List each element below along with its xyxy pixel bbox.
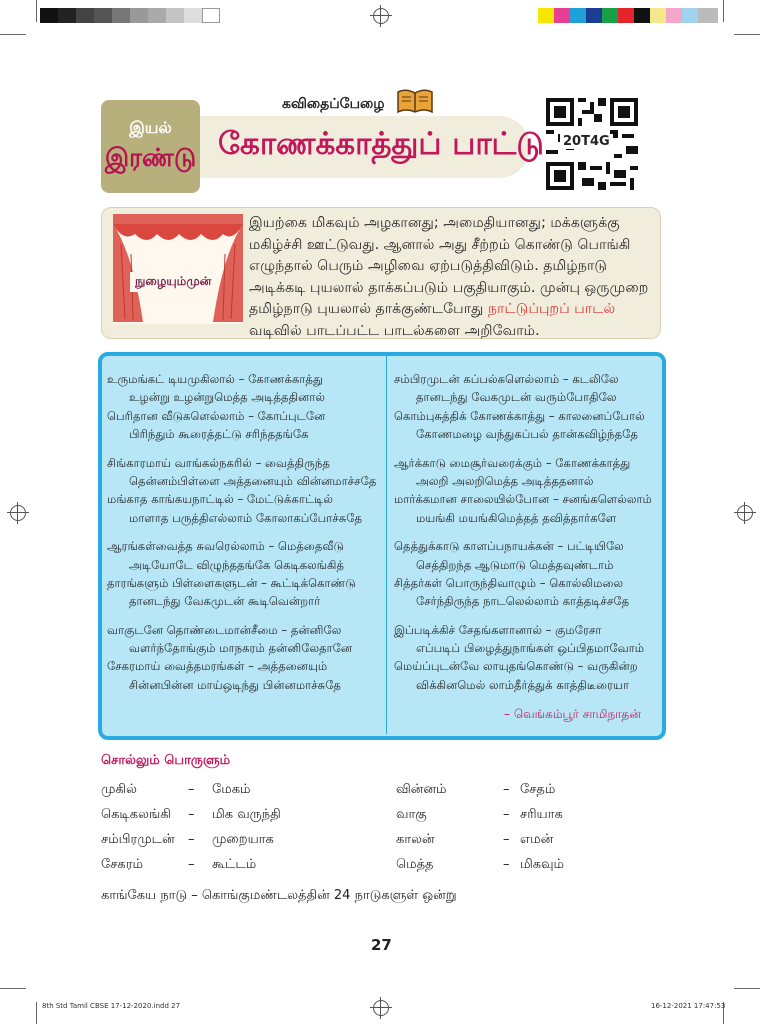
glossary-word: வின்னம் bbox=[396, 782, 447, 797]
glossary-meaning: முறையாக bbox=[212, 832, 274, 847]
grey-color-bar bbox=[40, 8, 220, 23]
glossary-meaning: மிக வருந்தி bbox=[212, 807, 281, 822]
poem-line: ஆர்க்காடு மைசூர்வரைக்கும் – கோணக்காத்து bbox=[394, 455, 631, 470]
poem-line: மாளாத பருத்திஎல்லாம் கோலாகப்போச்சுதே bbox=[129, 510, 363, 525]
poem-line: மயங்கி மயங்கிமெத்தத் தவித்தார்களே bbox=[416, 510, 617, 525]
crop-mark bbox=[0, 988, 26, 989]
glossary-dash: – bbox=[503, 782, 510, 797]
glossary-word: காலன் bbox=[396, 832, 435, 847]
poem-line: அடியோடே விழுந்ததங்கே கெடிகலங்கித் bbox=[129, 557, 345, 572]
poem-stanza bbox=[107, 621, 376, 695]
poem-stanza bbox=[394, 621, 652, 695]
poem-line: செத்திறந்த ஆடுமாடு மெத்தவுண்டாம் bbox=[416, 557, 614, 572]
unit-label-top: இயல் bbox=[129, 117, 172, 137]
glossary-word: சேகரம் bbox=[101, 857, 143, 872]
poem-stanza bbox=[107, 370, 376, 444]
glossary-word: சம்பிரமுடன் bbox=[101, 832, 175, 847]
poem-stanza bbox=[107, 537, 376, 611]
poem-left-column bbox=[107, 370, 376, 704]
poem-line: மங்காத காங்கயநாட்டில் – மேட்டுக்காட்டில் bbox=[107, 492, 334, 507]
glossary-word: மெத்த bbox=[396, 857, 434, 872]
poem-stanza bbox=[107, 454, 376, 528]
poem-right-column bbox=[394, 370, 652, 704]
glossary-meaning: கூட்டம் bbox=[212, 857, 257, 872]
glossary-word: முகில் bbox=[101, 782, 137, 797]
poem-line: தாரங்களும் பிள்ளைகளுடன் – கூட்டிக்கொண்டு bbox=[107, 575, 356, 590]
poem-line: மெய்ப்புடன்வே லாயுதங்கொண்டு – வருகின்ற bbox=[394, 659, 638, 674]
crop-mark bbox=[36, 0, 37, 22]
poem-stanza bbox=[394, 370, 652, 444]
unit-label-bottom: இரண்டு bbox=[104, 142, 197, 172]
poem-line: இப்படிக்கிச் சேதங்களானால் – குமரேசா bbox=[394, 622, 602, 637]
poem-line: சின்னபின்ன மாய்ஒடிந்து பின்னமாச்சுதே bbox=[129, 677, 341, 692]
glossary-word: வாகு bbox=[396, 807, 427, 822]
glossary-meaning: சரியாக bbox=[520, 807, 563, 822]
page-number: 27 bbox=[371, 936, 392, 954]
registration-mark-top bbox=[373, 8, 389, 24]
qr-code-label: 20T4G bbox=[560, 134, 613, 149]
stage-curtain-icon bbox=[113, 214, 243, 324]
poem-line: எப்படிப் பிழைத்துநாங்கள் ஒப்பிதமாவோம் bbox=[416, 641, 645, 656]
glossary-dash: – bbox=[188, 782, 195, 797]
poem-stanza bbox=[394, 454, 652, 528]
glossary-meaning: சேதம் bbox=[520, 782, 556, 797]
poem-line: தானடந்து வேகமுடன் கூடிவென்றார் bbox=[129, 594, 321, 609]
intro-text: இயற்கை மிகவும் அழகானது; அமைதியானது; மக்களுக்கு மகிழ்ச்சி ஊட்டுவது. ஆனால் அது சீற்றம் கொண்டு பொங்கி எழுந்தால் பெரும் அழிவை ஏற்படுத்திவிடும். தமிழ்நாடு அடிக்கடி புயலால் தாக்கப்படும் பகுதியாகும். முன்பு ஒருமுறை தமிழ்நாடு புயலால் தாக்குண்டபோது நாட்டுப்புறப் பாடல் வடிவில் பாடப்பட்ட பாடல்களை அறிவோம். bbox=[249, 215, 649, 339]
glossary-meaning: மிகவும் bbox=[520, 857, 565, 872]
poem-line: மார்க்கமான சாலையில்போன – சனங்களெல்லாம் bbox=[394, 492, 652, 507]
glossary-dash: – bbox=[188, 807, 195, 822]
footer-timestamp: 16-12-2021 17:47:53 bbox=[651, 1002, 726, 1010]
page-title: கோணக்காத்துப் பாட்டு bbox=[218, 126, 544, 162]
poem-line: வளர்ந்தோங்கும் மாநகரம் தன்னிலேதானே bbox=[129, 641, 353, 656]
poem-line: உருமங்கட் டியமுகிலால் – கோணக்காத்து bbox=[107, 372, 324, 386]
crop-mark bbox=[734, 988, 760, 989]
poem-line: சித்தர்கள் பொருந்திவாழும் – கொல்லிமலை bbox=[394, 575, 624, 590]
poem-line: உழன்று உழன்றுமெத்த அடித்ததினால் bbox=[129, 390, 326, 405]
poem-line: பெரிதான வீடுகளெல்லாம் – கோப்புடனே bbox=[107, 408, 326, 423]
poem-line: தெத்துக்காடு காளப்பநாயக்கன் – பட்டியிலே bbox=[394, 539, 624, 554]
glossary-dash: – bbox=[188, 857, 195, 872]
glossary-dash: – bbox=[503, 857, 510, 872]
intro-highlight: நாட்டுப்புறப் பாடல் bbox=[487, 301, 616, 318]
unit-label-box bbox=[101, 100, 200, 193]
glossary-meaning: எமன் bbox=[520, 832, 554, 847]
glossary-title: சொல்லும் பொருளும் bbox=[101, 753, 231, 768]
glossary-note: காங்கேய நாடு – கொங்குமண்டலத்தின் 24 நாடுகளுள் ஒன்று bbox=[101, 888, 457, 903]
registration-mark-right bbox=[737, 505, 753, 521]
crop-mark bbox=[36, 1002, 37, 1024]
poem-line: சேர்ந்திருந்த நாடலெல்லாம் காத்தடிச்சதே bbox=[416, 594, 630, 609]
intro-label: நுழையும்முன் bbox=[130, 272, 216, 292]
poem-divider bbox=[386, 356, 387, 734]
crop-mark bbox=[734, 34, 760, 35]
glossary-dash: – bbox=[188, 832, 195, 847]
poem-line: சம்பிரமுடன் கப்பல்களெல்லாம் – கடலிலே bbox=[394, 372, 619, 386]
poem-line: தென்னம்பிள்ளை அத்தனையும் வின்னமாச்சதே bbox=[129, 473, 377, 488]
cmyk-color-bar bbox=[538, 8, 718, 23]
glossary-meaning: மேகம் bbox=[212, 782, 251, 797]
poem-line: சிங்காரமாய் வாங்கல்நகரில் – வைத்திருந்த bbox=[107, 455, 330, 470]
poem-line: விக்கினமெல் லாம்தீர்த்துக் காத்திடீரையா bbox=[416, 677, 630, 692]
poem-line: வாகுடனே தொண்டைமான்சீமை – தன்னிலே bbox=[107, 622, 342, 637]
poem-line: அலறி அலறிமெத்த அடித்ததனால் bbox=[416, 473, 594, 488]
crop-mark bbox=[723, 0, 724, 22]
footer-file-info: 8th Std Tamil CBSE 17-12-2020.indd 27 bbox=[42, 1002, 181, 1010]
poem-line: கோணமழை வந்துகப்பல் தான்கவிழ்ந்ததே bbox=[416, 427, 638, 442]
poem-line: கொம்புசுத்திக் கோணக்காத்து – காலனைப்போல் bbox=[394, 408, 645, 423]
poem-line: தானடந்து வேகமுடன் வரும்போதிலே bbox=[416, 390, 617, 405]
glossary-dash: – bbox=[503, 807, 510, 822]
registration-mark-bottom bbox=[373, 1000, 389, 1016]
poem-line: பிரிந்தும் கூரைத்தட்டு சரிந்ததங்கே bbox=[129, 427, 309, 442]
registration-mark-left bbox=[10, 505, 26, 521]
section-category: கவிதைப்பேழை bbox=[282, 96, 385, 112]
poem-stanza bbox=[394, 537, 652, 611]
poem-author: – வெங்கம்பூர் சாமிநாதன் bbox=[504, 707, 641, 721]
poem-line: ஆரங்கள்வைத்த சுவரெல்லாம் – மெத்தைவீடு bbox=[107, 539, 344, 554]
glossary-word: கெடிகலங்கி bbox=[101, 807, 171, 822]
poem-line: சேகரமாய் வைத்தமரங்கள் – அத்தனையும் bbox=[107, 659, 328, 674]
open-book-icon bbox=[396, 88, 434, 114]
crop-mark bbox=[0, 34, 26, 35]
glossary-dash: – bbox=[503, 832, 510, 847]
